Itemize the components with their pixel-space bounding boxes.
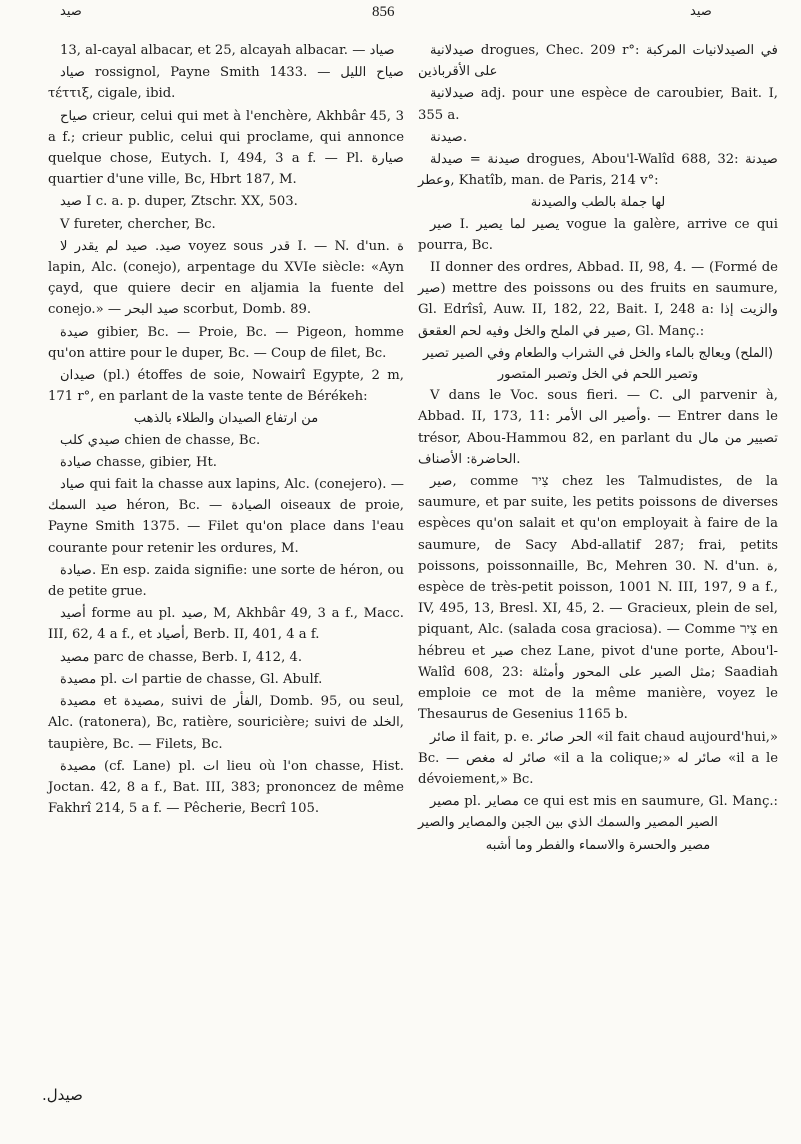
dictionary-entry: صيدنة = صيدلة drogues, Abou'l-Walîd 688, 32: صيدنة وعطر, Khatîb, man. de Paris, 214 v°: (418, 152, 778, 189)
dictionary-entry: مصيدة pl. ات partie de chasse, Gl. Abulf. (60, 671, 323, 687)
dictionary-entry: مصيد parc de chasse, Berb. I, 412, 4. (60, 649, 303, 665)
dictionary-entry: صيادة chasse, gibier, Ht. (60, 454, 217, 470)
right-column (418, 40, 778, 856)
dictionary-entry: II donner des ordres, Abbad. II, 98, 4. — (Formé de صير) mettre des poissons ou des fruits en saumure, Gl. Edrîsî, Auw. II, 182, 22, Bait. I, 248 a: والزيت إذا صير في الملح والخل وفيه لحم العقعق, Gl. Manç.: (418, 260, 778, 339)
dictionary-entry: صيدنة. (430, 129, 468, 145)
dictionary-entry: صير, comme צִיר chez les Talmudistes, de la saumure, et par suite, les petits poissons de diverses espèces qu'on salait et qu'on employait à faire de la saumure, de Sacy Abd-allatif 287; frai, petits poissons, poissonnaille, Bc, Mehren 30. N. d'un. ة, espèce de très-petit poisson, 1001 N. III, 197, 9 a f., IV, 495, 13, Bresl. XI, 45, 2. — Gracieux, plein de sel, piquant, Alc. (salada cosa graciosa). — Comme צִיר en hébreu et صير chez Lane, pivot d'une porte, Abou'l-Walîd 608, 23: مثل الصير على المحور وأمثلة; Saadiah emploie ce mot de la même manière, voyez le Thesaurus de Gesenius 1165 b. (418, 474, 779, 723)
dictionary-entry: أصيد forme au pl. صيد, M, Akhbâr 49, 3 a f., Macc. III, 62, 4 a f., et أصياد, Berb. II, 401, 4 a f. (48, 606, 404, 643)
dictionary-entry: صيد. صيد لم يقدر لا voyez sous قدر I. — N. d'un. ة lapin, Alc. (conejo), arpentage du XVIe siècle: «Ayn çayd, que quiere decir en aljamia la fuente del conejo.» — صيد البحر scorbut, Domb. 89. (48, 238, 405, 318)
dictionary-entry: 13, al-cayal albacar, et 25, alcayah albacar. — صياد (60, 43, 395, 58)
dictionary-entry: V fureter, chercher, Bc. (60, 216, 216, 232)
dictionary-entry: صيدي كلب chien de chasse, Bc. (60, 432, 261, 448)
dictionary-entry: صائر il fait, p. e. الحر صائر «il fait chaud aujourd'hui,» Bc. — صائر له مغص «il a la colique;» صائر له «il a le dévoiement,» Bc. (418, 729, 779, 787)
arabic-quote-line: (الملح) ويعالج بالماء والخل في الشراب والطعام وفي الصير تصير (422, 345, 774, 361)
page-number: 856 (372, 4, 395, 20)
running-header-right: صيد (690, 4, 712, 19)
dictionary-entry: V dans le Voc. sous fieri. — C. الى parvenir à, Abbad. II, 173, 11: وأصير الى الأمر. — Entrer dans le trésor, Abou-Hammou 82, en parlant du تصيير من مال الحاضرة: الأصناف. (418, 388, 778, 467)
dictionary-entry: صيدة gibier, Bc. — Proie, Bc. — Pigeon, homme qu'on attire pour le duper, Bc. — Coup de filet, Bc. (48, 324, 404, 361)
dictionary-entry: صيادة. En esp. zaida signifie: une sorte de héron, ou de petite grue. (48, 562, 404, 600)
arabic-quote-line: وتصير اللحم في الخل وتصبر المتصور (497, 367, 699, 383)
dictionary-entry: صياح crieur, celui qui met à l'enchère, Akhbâr 45, 3 a f.; crieur public, celui qui proclame, qui annonce quelque chose, Eutych. I, 494, 3 a f. — Pl. صيارة quartier d'une ville, Bc, Hbrt 187, M. (48, 108, 404, 188)
dictionary-entry: صيدان (pl.) étoffes de soie, Nowairî Egypte, 2 m, 171 r°, en parlant de la vaste tente de Bérékeh: (48, 368, 404, 405)
catchword: صيدل. (42, 1086, 83, 1104)
dictionary-entry: صيد I c. a. p. duper, Ztschr. XX, 503. (60, 194, 298, 210)
arabic-quote-line: مصير والحسرة والاسماء والفطر وما أشبه (485, 837, 711, 853)
left-column (48, 40, 404, 820)
running-header-left: صيد (60, 4, 82, 19)
arabic-quote-line: من ارتفاع الصيدان والطلاء بالذهب (133, 411, 319, 427)
dictionary-entry: مصيدة (cf. Lane) pl. ات lieu où l'on chasse, Hist. Joctan. 42, 8 a f., Bat. III, 383; prononcez de même Fakhrî 214, 5 a f. — Pêcherie, Becrî 105. (48, 758, 404, 817)
dictionary-entry: صيدلانية drogues, Chec. 209 r°: في الصيدلانيات المركبة على الأقرباذين (418, 43, 778, 80)
dictionary-entry: مصير pl. مصاير ce qui est mis en saumure, Gl. Manç.: الصير المصير والسمك الذي بين الجبن والمصاير والصير (418, 794, 778, 831)
dictionary-entry: صيدلانية adj. pour une espèce de caroubier, Bait. I, 355 a. (418, 86, 778, 123)
dictionary-entry: صير I. يصير لما يصير vogue la galère, arrive ce qui pourra, Bc. (418, 216, 778, 253)
dictionary-entry: صياد rossignol, Payne Smith 1433. — صياح الليل τέττιξ, cigale, ibid. (48, 65, 404, 102)
dictionary-entry: صياد qui fait la chasse aux lapins, Alc. (conejero). — صيد السمك héron, Bc. — الصيادة oiseaux de proie, Payne Smith 1375. — Filet qu'on place dans l'eau courante pour retenir les ordures, M. (48, 477, 404, 556)
arabic-quote-line: لها جملة بالطب والصيدنة (530, 195, 666, 211)
dictionary-entry: مصيدة et مصيدة, suivi de الفأر, Domb. 95, ou seul, Alc. (ratonera), Bc, ratière, souricière; suivi de الخلد, taupière, Bc. — Filets, Bc. (48, 694, 404, 752)
